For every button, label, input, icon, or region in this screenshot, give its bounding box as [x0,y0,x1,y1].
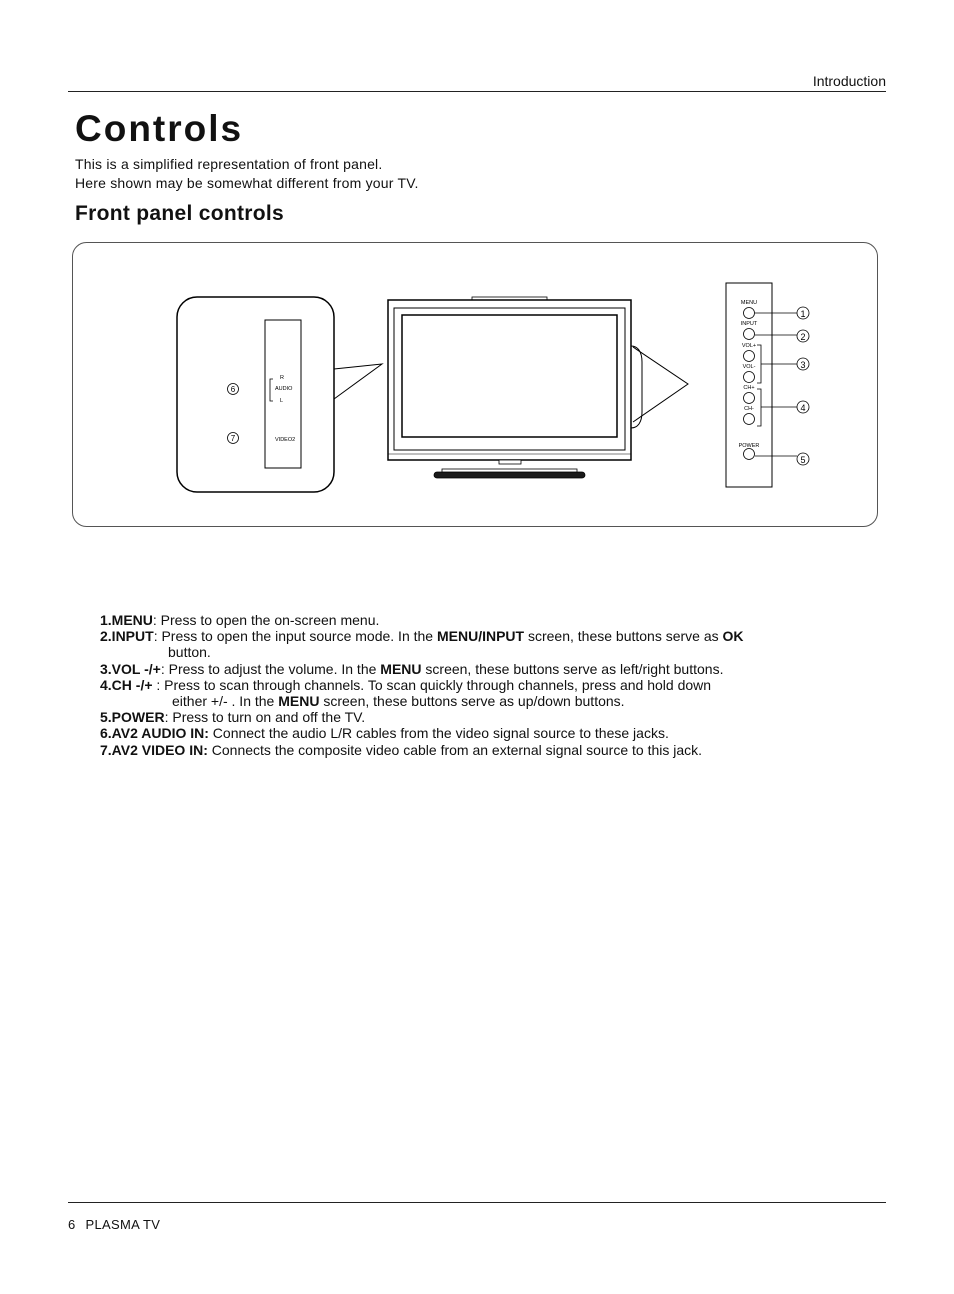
side-panel-zoom [177,297,382,492]
desc-input-text-b: screen, these buttons serve as [524,628,723,645]
controls-description-list [100,612,880,758]
desc-av2-video-text: Connects the composite video cable from an external signal source to this jack. [207,741,703,758]
label-ch-minus: CH- [744,406,754,412]
menu-button [744,308,755,319]
desc-power [100,709,880,725]
desc-power-text: : Press to turn on and off the TV. [164,709,366,726]
desc-input-bold-a: MENU/INPUT [436,628,525,645]
side-panel-pointer [334,364,382,399]
desc-vol-text-a: : Press to adjust the volume. In the [160,660,381,677]
page-title: Controls [75,108,244,149]
desc-ch-cont-b: screen, these buttons serve as up/down buttons. [319,693,625,710]
callout-2-number: 2 [800,332,806,342]
desc-ch-continued [100,693,880,709]
desc-vol-label: 3.VOL -/+ [100,660,161,677]
desc-input-bold-b: OK [722,628,744,645]
label-vol-plus: VOL+ [741,343,757,349]
desc-ch-cont-bold: MENU [278,693,320,710]
side-label-video: VIDEO2 [275,437,296,443]
bottom-rule [68,1202,886,1203]
desc-power-label: 5.POWER [100,709,165,726]
desc-av2-video [100,742,880,758]
desc-menu [100,612,880,628]
tv-illustration [388,297,688,478]
callout-1-number: 1 [800,309,806,319]
ch-minus-button [744,414,755,425]
front-panel-figure [72,242,878,527]
side-label-l: L [280,398,284,404]
side-label-r: R [280,375,284,381]
desc-ch-text-a: : Press to scan through channels. To scan quickly through channels, press and hold down [152,676,712,693]
desc-ch-label: 4.CH -/+ [100,676,153,693]
vol-plus-button [744,351,755,362]
callout-4-number: 4 [800,403,806,413]
desc-menu-text: : Press to open the on-screen menu. [152,612,380,628]
callout-7-number: 7 [230,434,236,443]
desc-vol-bold-a: MENU [380,660,422,677]
desc-menu-label: 1.MENU [100,612,153,628]
callout-3-number: 3 [800,360,806,370]
callout-5-number: 5 [800,455,806,465]
control-panel-zoom [726,283,809,487]
front-panel-diagram [72,242,878,527]
desc-input [100,628,880,644]
ch-plus-button [744,393,755,404]
top-rule [68,91,886,92]
desc-ch-cont-a: either +/- . In the [172,693,279,710]
desc-vol [100,661,880,677]
desc-input-label: 2.INPUT [100,628,154,645]
control-panel-pointer [633,347,688,422]
desc-vol-text-b: screen, these buttons serve as left/right buttons. [421,660,724,677]
desc-av2-audio-label: 6.AV2 AUDIO IN: [100,725,209,742]
side-panel-bubble [177,297,334,492]
vol-minus-button [744,372,755,383]
desc-av2-audio-text: Connect the audio L/R cables from the video signal source to these jacks. [208,725,669,742]
desc-av2-video-label: 7.AV2 VIDEO IN: [100,741,208,758]
page-number: 6 [68,1217,76,1232]
desc-input-text-a: : Press to open the input source mode. In the [153,628,437,645]
page-footer [68,1217,170,1232]
section-title: Front panel controls [75,202,285,225]
section-label: Introduction [812,73,886,89]
label-ch-plus: CH+ [743,385,755,391]
desc-ch [100,677,880,693]
tv-neck [499,460,521,464]
desc-input-continued: button. [168,644,211,661]
side-label-audio: AUDIO [275,386,293,392]
tv-screen [402,315,617,437]
intro-text [75,155,419,193]
label-power: POWER [738,443,760,449]
label-menu: MENU [740,300,758,306]
label-input: INPUT [740,321,758,327]
tv-stand [434,472,585,478]
intro-line-2: Here shown may be somewhat different from your TV. [75,175,419,191]
callout-6-number: 6 [230,385,236,394]
power-button [744,449,755,460]
intro-line-1: This is a simplified representation of front panel. [75,156,383,172]
label-vol-minus: VOL- [742,364,756,370]
desc-av2-audio [100,725,880,741]
input-button [744,329,755,340]
footer-product: PLASMA TV [85,1217,161,1232]
